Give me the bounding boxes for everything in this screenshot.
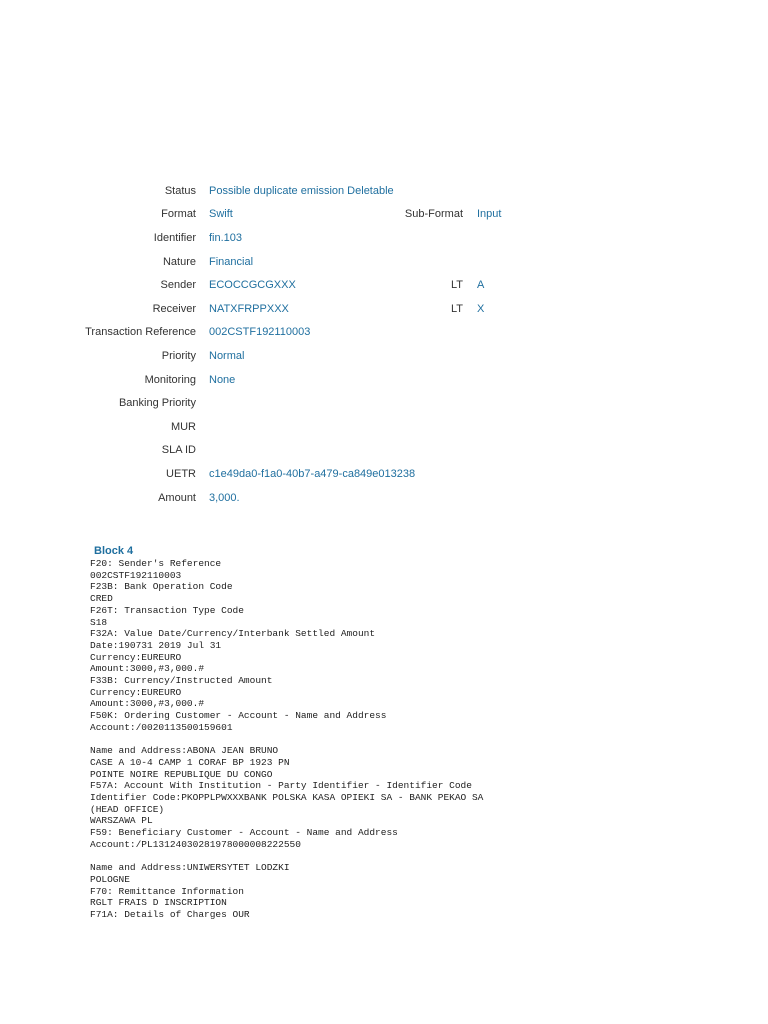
block4-line: F57A: Account With Institution - Party Identifier - Identifier Code <box>90 780 472 792</box>
uetr-label: UETR <box>166 468 196 480</box>
format-label: Format <box>161 208 196 220</box>
status-row <box>0 180 768 202</box>
block4-line: Amount:3000,#3,000.# <box>90 698 205 710</box>
block4-line: POINTE NOIRE REPUBLIQUE DU CONGO <box>90 768 273 780</box>
identifier-row <box>0 227 768 249</box>
nature-label: Nature <box>162 256 196 268</box>
uetr-row <box>0 463 768 485</box>
block4-line: Amount:3000,#3,000.# <box>90 663 205 675</box>
status-label: Status <box>164 185 196 197</box>
transaction-reference-label: Transaction Reference <box>85 326 196 338</box>
block4-line: F23B: Bank Operation Code <box>90 581 233 593</box>
sender-lt-value: A <box>477 279 485 291</box>
priority-label: Priority <box>161 350 196 362</box>
monitoring-value: None <box>209 374 236 386</box>
block4-line: Account:/0020113500159601 <box>90 721 233 733</box>
banking-priority-label: Banking Priority <box>118 397 196 409</box>
transaction-reference-value: 002CSTF192110003 <box>209 326 311 338</box>
banking-priority-row <box>0 392 768 414</box>
priority-row <box>0 345 768 367</box>
block4-line: WARSZAWA PL <box>90 815 153 827</box>
amount-label: Amount <box>158 492 196 504</box>
format-value: Swift <box>209 208 233 220</box>
receiver-value: NATXFRPPXXX <box>209 303 289 315</box>
block4-line: F71A: Details of Charges OUR <box>90 909 250 921</box>
block4-line: (HEAD OFFICE) <box>90 803 165 815</box>
monitoring-row <box>0 369 768 391</box>
status-value: Possible duplicate emission Deletable <box>209 185 394 197</box>
block4-line: POLOGNE <box>90 873 130 885</box>
sla-id-row <box>0 439 768 461</box>
block4-line: Identifier Code:PKOPPLPWXXXBANK POLSKA KASA OPIEKI SA - BANK PEKAO SA <box>90 792 484 804</box>
monitoring-label: Monitoring <box>144 374 196 386</box>
block4-content <box>90 558 483 921</box>
receiver-row <box>0 298 768 320</box>
block4-line: F70: Remittance Information <box>90 885 244 897</box>
identifier-label: Identifier <box>153 232 196 244</box>
sub-format-label: Sub-Format <box>404 208 463 220</box>
nature-row <box>0 251 768 273</box>
mur-row <box>0 416 768 438</box>
format-row <box>0 203 768 225</box>
sla-id-label: SLA ID <box>161 444 196 456</box>
block4-title: Block 4 <box>94 545 134 557</box>
sender-lt-label: LT <box>450 279 463 291</box>
block4-line: F32A: Value Date/Currency/Interbank Settled Amount <box>90 628 376 640</box>
amount-value: 3,000. <box>209 492 240 504</box>
amount-row <box>0 487 768 509</box>
block4-line: F50K: Ordering Customer - Account - Name and Address <box>90 710 387 722</box>
block4-line: Date:190731 2019 Jul 31 <box>90 639 222 651</box>
block4-line: Currency:EUREURO <box>90 686 182 698</box>
block4-line: Account:/PL13124030281978000008222550 <box>90 838 301 850</box>
identifier-value: fin.103 <box>209 232 243 244</box>
block4-line: 002CSTF192110003 <box>90 569 182 581</box>
sender-label: Sender <box>160 279 196 291</box>
sender-row <box>0 274 768 296</box>
block4-line: Name and Address:ABONA JEAN BRUNO <box>90 745 279 757</box>
transaction-reference-row <box>0 321 768 343</box>
nature-value: Financial <box>209 256 254 268</box>
block4-line: Currency:EUREURO <box>90 651 182 663</box>
mur-label: MUR <box>170 421 196 433</box>
receiver-lt-value: X <box>477 303 485 315</box>
block4-line: RGLT FRAIS D INSCRIPTION <box>90 897 227 909</box>
block4-line: CASE A 10-4 CAMP 1 CORAF BP 1923 PN <box>90 756 290 768</box>
priority-value: Normal <box>209 350 245 362</box>
block4-line: Name and Address:UNIWERSYTET LODZKI <box>90 862 290 874</box>
uetr-value: c1e49da0-f1a0-40b7-a479-ca849e013238 <box>209 468 416 480</box>
receiver-lt-label: LT <box>450 303 463 315</box>
block4-line: S18 <box>90 616 108 628</box>
block4-line: F26T: Transaction Type Code <box>90 604 244 616</box>
block4-line: CRED <box>90 593 113 605</box>
receiver-label: Receiver <box>152 303 196 315</box>
block4-line: F33B: Currency/Instructed Amount <box>90 675 273 687</box>
sender-value: ECOCCGCGXXX <box>209 279 296 291</box>
sub-format-value: Input <box>477 208 502 220</box>
block4-line: F59: Beneficiary Customer - Account - Name and Address <box>90 827 398 839</box>
block4-line: F20: Sender's Reference <box>90 558 222 569</box>
